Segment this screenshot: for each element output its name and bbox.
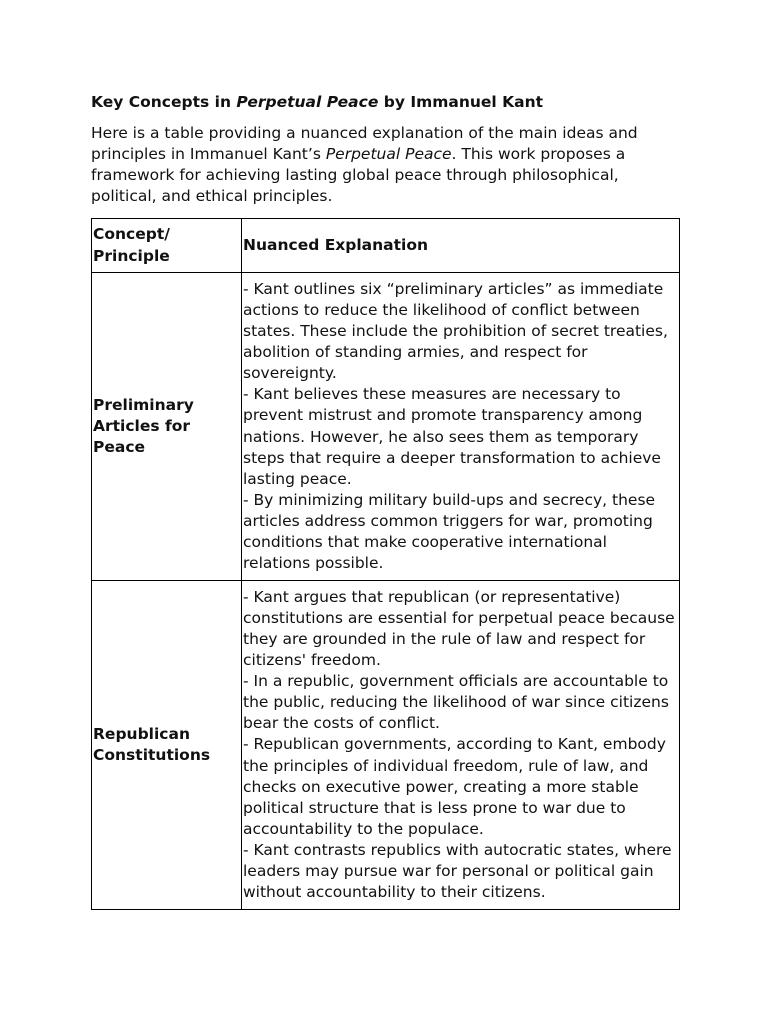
explanation-point: - Kant outlines six “preliminary articles” as immediate actions to reduce the likelihood of conflict between states. These include the prohibition of secret treaties, abolition of standing armies, and respect for sovereignty. bbox=[243, 279, 668, 383]
document-page bbox=[91, 92, 677, 910]
concept-cell: Republican Constitutions bbox=[92, 581, 242, 910]
header-explanation-cell: Nuanced Explanation bbox=[242, 219, 680, 273]
explanation-point: - Kant believes these measures are necessary to prevent mistrust and promote transparency among nations. However, he also sees them as temporary steps that require a deeper transformation to achieve lasting peace. bbox=[243, 385, 661, 488]
explanation-point: - In a republic, government officials are accountable to the public, reducing the likelihood of war since citizens bear the costs of conflict. bbox=[243, 672, 669, 733]
explanation-point: - Republican governments, according to Kant, embody the principles of individual freedom, rule of law, and checks on executive power, creating a more stable political structure that is less prone to war due to accountability to the populace. bbox=[243, 735, 666, 838]
title-suffix: by Immanuel Kant bbox=[378, 93, 544, 111]
explanation-point: - Kant argues that republican (or representative) constitutions are essential for perpetual peace because they are grounded in the rule of law and respect for citizens' freedom. bbox=[243, 587, 675, 670]
table-header-row bbox=[92, 219, 680, 273]
explanation-point: - By minimizing military build-ups and secrecy, these articles address common triggers for war, promoting conditions that make cooperative international relations possible. bbox=[243, 490, 656, 573]
explanation-cell bbox=[242, 581, 680, 910]
concept-cell: Preliminary Articles for Peace bbox=[92, 273, 242, 581]
header-concept-cell: Concept/ Principle bbox=[92, 219, 242, 273]
intro-work-name: Perpetual Peace bbox=[325, 145, 452, 163]
explanation-point: - Kant contrasts republics with autocratic states, where leaders may pursue war for personal or political gain without accountability to their citizens. bbox=[243, 840, 672, 902]
intro-text-start: Here is a table providing a nuanced explanation of the main ideas and principles in Immanuel Kant’s bbox=[91, 124, 638, 163]
explanation-cell bbox=[242, 273, 680, 581]
table-row bbox=[92, 273, 680, 581]
title-work-name: Perpetual Peace bbox=[236, 93, 379, 111]
document-title bbox=[91, 92, 677, 113]
intro-paragraph bbox=[91, 123, 677, 207]
concepts-table bbox=[91, 218, 680, 910]
intro-text-end: . This work proposes a framework for achieving lasting global peace through philosophical, political, and ethical principles. bbox=[91, 145, 626, 205]
table-row bbox=[92, 581, 680, 910]
title-prefix: Key Concepts in bbox=[91, 93, 237, 111]
